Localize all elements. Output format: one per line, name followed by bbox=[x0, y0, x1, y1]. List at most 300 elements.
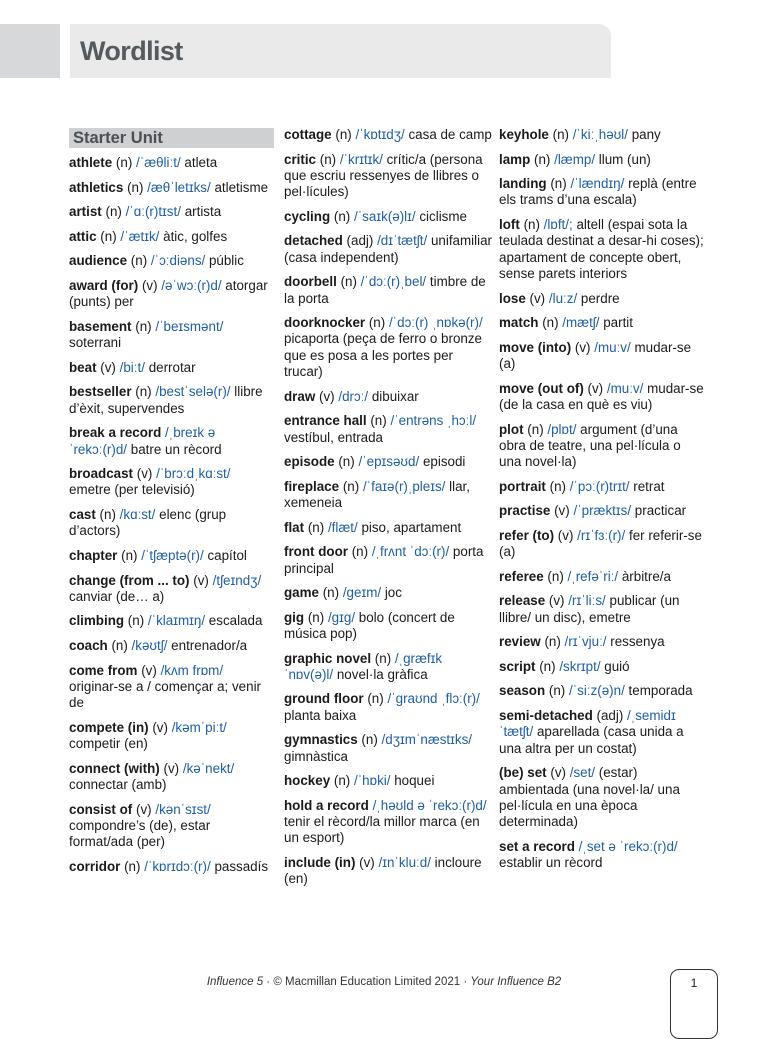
headword: basement bbox=[69, 318, 132, 334]
translation: perdre bbox=[580, 290, 620, 306]
phonetic: /ˈsaɪk(ə)lɪ/ bbox=[354, 208, 416, 224]
part-of-speech: (n) bbox=[542, 315, 559, 331]
translation: timbre de la porta bbox=[284, 274, 486, 306]
page-number-box bbox=[670, 969, 718, 1039]
headword: audience bbox=[69, 253, 128, 269]
part-of-speech: (n) bbox=[333, 208, 351, 224]
headword: refer (to) bbox=[499, 527, 555, 543]
phonetic: /kənˈsɪst/ bbox=[155, 801, 211, 817]
translation: hoquei bbox=[394, 773, 435, 789]
part-of-speech: (n) bbox=[99, 507, 116, 523]
wordlist-entry bbox=[69, 466, 274, 499]
part-of-speech: (adj) bbox=[596, 708, 624, 724]
translation: entrenador/a bbox=[171, 637, 248, 653]
phonetic: /ˈɔːdiəns/ bbox=[150, 253, 206, 269]
translation: competir (en) bbox=[69, 736, 148, 752]
headword: practise bbox=[499, 503, 551, 519]
translation: canviar (de… a) bbox=[69, 588, 165, 604]
wordlist-entry bbox=[499, 217, 704, 282]
headword: front door bbox=[284, 544, 348, 560]
phonetic: /ˌbreɪk ə ˈrekɔː(r)d/ bbox=[69, 425, 216, 457]
translation: gimnàstica bbox=[284, 748, 349, 764]
headword: entrance hall bbox=[284, 413, 367, 429]
phonetic: /rɪˈvjuː/ bbox=[564, 634, 607, 650]
headword: artist bbox=[69, 204, 102, 220]
phonetic: /ˈklaɪmɪŋ/ bbox=[147, 613, 206, 629]
wordlist-entry bbox=[69, 204, 274, 220]
wordlist-entry bbox=[499, 176, 704, 209]
wordlist-entry bbox=[284, 651, 494, 684]
part-of-speech: (v) bbox=[548, 593, 565, 609]
headword: script bbox=[499, 658, 536, 674]
phonetic: /ˌset ə ˈrekɔː(r)d/ bbox=[578, 838, 678, 854]
part-of-speech: (n) bbox=[135, 318, 152, 334]
part-of-speech: (n) bbox=[127, 179, 144, 195]
page-footer bbox=[0, 976, 768, 988]
headword: connect (with) bbox=[69, 760, 160, 776]
translation: llibre d’èxit, supervendes bbox=[69, 384, 263, 416]
headword: bestseller bbox=[69, 384, 132, 400]
translation: batre un rècord bbox=[130, 441, 222, 457]
translation: publicar (un llibre/ un disc), emetre bbox=[499, 593, 680, 625]
phonetic: /rɪˈfɜː(r)/ bbox=[577, 527, 626, 543]
phonetic: /kəˈnekt/ bbox=[182, 760, 235, 776]
phonetic: /drɔː/ bbox=[338, 388, 369, 404]
part-of-speech: (adj) bbox=[346, 233, 374, 249]
headword: gig bbox=[284, 609, 305, 625]
headword: compete (in) bbox=[69, 719, 149, 735]
phonetic: /ˈkɒtɪdʒ/ bbox=[355, 127, 405, 142]
translation: picaporta (peça de ferro o bronze que es posa a les portes per trucar) bbox=[284, 331, 483, 380]
part-of-speech: (n) bbox=[544, 634, 561, 650]
part-of-speech: (v) bbox=[141, 277, 158, 293]
wordlist-entry bbox=[499, 634, 704, 650]
headword: detached bbox=[284, 233, 343, 249]
footer-book-title: Influence 5 bbox=[206, 976, 264, 988]
part-of-speech: (n) bbox=[111, 637, 128, 653]
headword: include (in) bbox=[284, 855, 356, 871]
part-of-speech: (n) bbox=[367, 691, 384, 707]
wordlist-entry bbox=[499, 528, 704, 561]
headword: change (from ... to) bbox=[69, 572, 190, 588]
translation: argument (d’una obra de teatre, una pel·lícula o una novel·la) bbox=[499, 421, 681, 470]
part-of-speech: (n) bbox=[552, 127, 569, 142]
page-number: 1 bbox=[690, 976, 698, 990]
phonetic: /ˈentrəns ˌhɔːl/ bbox=[390, 413, 477, 429]
wordlist-entry bbox=[284, 127, 494, 143]
translation: planta baixa bbox=[284, 707, 357, 723]
wordlist-entry bbox=[499, 315, 704, 331]
phonetic: /muːv/ bbox=[606, 380, 644, 396]
headword: consist of bbox=[69, 801, 133, 817]
wordlist-entry bbox=[284, 855, 494, 888]
wordlist-entry bbox=[499, 503, 704, 519]
part-of-speech: (n) bbox=[374, 650, 392, 666]
translation: guió bbox=[604, 658, 630, 674]
headword: corridor bbox=[69, 858, 121, 874]
part-of-speech: (n) bbox=[130, 253, 148, 269]
wordlist-entry bbox=[284, 610, 494, 643]
wordlist-entry bbox=[499, 683, 704, 699]
wordlist-entry bbox=[499, 127, 704, 143]
part-of-speech: (n) bbox=[368, 315, 386, 331]
headword: coach bbox=[69, 637, 108, 653]
header-bar bbox=[70, 24, 611, 78]
translation: (estar) ambientada (una novel·la/ una pel·lícula en una època determinada) bbox=[499, 765, 680, 830]
headword: critic bbox=[284, 151, 317, 167]
phonetic: /ˈpræktɪs/ bbox=[573, 503, 632, 519]
wordlist-entry bbox=[284, 413, 494, 446]
phonetic: /flæt/ bbox=[327, 519, 358, 535]
headword: portrait bbox=[499, 478, 546, 494]
phonetic: /ˈɡraʊnd ˌflɔː(r)/ bbox=[387, 691, 480, 707]
translation: crític/a (persona que escriu ressenyes de llibres o pel·lícules) bbox=[284, 151, 483, 200]
headword: keyhole bbox=[499, 127, 549, 142]
headword: flat bbox=[284, 519, 305, 535]
headword: game bbox=[284, 585, 319, 601]
wordlist-entry bbox=[284, 520, 494, 536]
part-of-speech: (n) bbox=[121, 547, 138, 563]
translation: piso, apartament bbox=[361, 519, 462, 535]
wordlist-entry bbox=[499, 422, 704, 471]
part-of-speech: (v) bbox=[141, 662, 157, 678]
translation: establir un rècord bbox=[499, 855, 603, 871]
translation: elenc (grup d’actors) bbox=[69, 507, 227, 539]
headword: hold a record bbox=[284, 797, 369, 813]
headword: loft bbox=[499, 217, 520, 233]
wordlist-entry bbox=[499, 765, 704, 830]
part-of-speech: (n) bbox=[534, 151, 551, 167]
part-of-speech: (n) bbox=[370, 413, 387, 429]
phonetic: /ˈpɔː(r)trɪt/ bbox=[569, 478, 630, 494]
phonetic: /ˈkɒrɪdɔː(r)/ bbox=[144, 858, 211, 874]
wordlist-entry bbox=[69, 548, 274, 564]
headword: move (into) bbox=[499, 339, 572, 355]
part-of-speech: (v) bbox=[135, 801, 152, 817]
part-of-speech: (n) bbox=[338, 454, 355, 470]
translation: practicar bbox=[634, 503, 687, 519]
translation: mudar-se (a) bbox=[499, 339, 692, 372]
wordlist-entry bbox=[69, 663, 274, 712]
part-of-speech: (n) bbox=[351, 544, 369, 560]
phonetic: /ˈætɪk/ bbox=[120, 228, 160, 244]
translation: unifamiliar (casa independent) bbox=[284, 233, 492, 265]
phonetic: /ˈepɪsəʊd/ bbox=[358, 454, 420, 470]
wordlist-entry bbox=[284, 798, 494, 847]
phonetic: /ˈkiːˌhəʊl/ bbox=[572, 127, 628, 142]
translation: novel·la gràfica bbox=[336, 666, 428, 682]
headword: broadcast bbox=[69, 466, 133, 482]
wordlist-entry bbox=[69, 384, 274, 417]
phonetic: /ˈtʃæptə(r)/ bbox=[141, 547, 204, 563]
wordlist-entry bbox=[69, 638, 274, 654]
translation: partit bbox=[603, 315, 634, 331]
phonetic: /biːt/ bbox=[119, 359, 145, 375]
wordlist-entry bbox=[284, 209, 494, 225]
translation: connectar (amb) bbox=[69, 776, 167, 792]
headword: ground floor bbox=[284, 691, 364, 707]
headword: cast bbox=[69, 507, 96, 523]
headword: release bbox=[499, 593, 546, 609]
phonetic: /ˈfaɪə(r)ˌpleɪs/ bbox=[362, 478, 446, 494]
wordlist-entry bbox=[284, 691, 494, 724]
headword: hockey bbox=[284, 773, 331, 789]
translation: aparellada (casa unida a una altra per un costat) bbox=[499, 724, 684, 756]
wordlist-entry bbox=[69, 360, 274, 376]
wordlist-entry bbox=[284, 233, 494, 266]
phonetic: /dɪˈtætʃt/ bbox=[377, 233, 428, 249]
headword: set a record bbox=[499, 838, 575, 854]
wordlist-entry bbox=[69, 613, 274, 629]
translation: originar-se a / començar a; venir de bbox=[69, 678, 262, 711]
translation: ciclisme bbox=[419, 208, 467, 224]
headword: gymnastics bbox=[284, 732, 358, 748]
wordlist-entry bbox=[69, 802, 274, 851]
part-of-speech: (v) bbox=[136, 466, 153, 482]
part-of-speech: (n) bbox=[342, 478, 360, 494]
part-of-speech: (n) bbox=[115, 155, 133, 170]
wordlist-entry bbox=[499, 381, 704, 414]
phonetic: /ˈbeɪsmənt/ bbox=[155, 318, 224, 334]
wordlist-entry bbox=[69, 761, 274, 794]
phonetic: /tʃeɪndʒ/ bbox=[212, 572, 262, 588]
footer-series: Your Influence B2 bbox=[470, 976, 562, 988]
headword: graphic novel bbox=[284, 650, 372, 666]
phonetic: /set/ bbox=[569, 765, 596, 781]
translation: soterrani bbox=[69, 335, 122, 351]
wordlist-entry bbox=[499, 593, 704, 626]
headword: lose bbox=[499, 290, 526, 306]
headword: cycling bbox=[284, 208, 331, 224]
headword: move (out of) bbox=[499, 380, 584, 396]
translation: dibuixar bbox=[371, 388, 419, 404]
part-of-speech: (n) bbox=[549, 478, 566, 494]
translation: vestíbul, entrada bbox=[284, 429, 384, 445]
translation: temporada bbox=[628, 683, 693, 699]
wordlist-entry bbox=[69, 253, 274, 269]
phonetic: /muːv/ bbox=[594, 339, 631, 355]
phonetic: /ˌɡræfɪk ˈnɒv(ə)l/ bbox=[284, 650, 443, 682]
headword: season bbox=[499, 683, 546, 699]
wordlist-entry bbox=[284, 773, 494, 789]
headword: review bbox=[499, 634, 541, 650]
part-of-speech: (v) bbox=[359, 855, 375, 871]
headword: semi-detached bbox=[499, 708, 593, 724]
phonetic: /læmp/ bbox=[554, 151, 596, 167]
translation: capítol bbox=[207, 547, 247, 563]
wordlist-entry bbox=[284, 152, 494, 201]
phonetic: /ˌsemidɪˈtætʃt/ bbox=[499, 708, 676, 740]
wordlist-entry bbox=[284, 389, 494, 405]
headword: doorknocker bbox=[284, 315, 366, 331]
headword: plot bbox=[499, 421, 524, 437]
translation: públic bbox=[208, 253, 244, 269]
phonetic: /kɑːst/ bbox=[119, 507, 156, 523]
phonetic: /ˈæθliːt/ bbox=[136, 155, 181, 170]
translation: passadís bbox=[214, 858, 269, 874]
translation: llum (un) bbox=[598, 151, 651, 167]
translation: compondre’s (de), estar format/ada (per) bbox=[69, 817, 211, 850]
translation: pany bbox=[631, 127, 661, 142]
wordlist-column-2 bbox=[284, 127, 494, 896]
part-of-speech: (n) bbox=[105, 204, 122, 220]
wordlist-entry bbox=[284, 732, 494, 765]
translation: àrbitre/a bbox=[621, 568, 671, 584]
headword: (be) set bbox=[499, 765, 547, 781]
wordlist-entry bbox=[284, 585, 494, 601]
wordlist-entry bbox=[69, 180, 274, 196]
headword: cottage bbox=[284, 127, 332, 142]
headword: break a record bbox=[69, 425, 162, 441]
translation: retrat bbox=[633, 478, 665, 494]
part-of-speech: (v) bbox=[574, 339, 591, 355]
translation: porta principal bbox=[284, 544, 484, 576]
wordlist-entry bbox=[284, 274, 494, 307]
headword: athlete bbox=[69, 155, 113, 170]
translation: incloure (en) bbox=[284, 855, 482, 887]
part-of-speech: (v) bbox=[529, 290, 546, 306]
translation: emetre (per televisió) bbox=[69, 482, 195, 498]
part-of-speech: (n) bbox=[135, 384, 152, 400]
wordlist-entry bbox=[284, 315, 494, 380]
part-of-speech: (v) bbox=[100, 359, 116, 375]
part-of-speech: (n) bbox=[307, 519, 325, 535]
headword: match bbox=[499, 315, 539, 331]
phonetic: /kəmˈpiːt/ bbox=[171, 719, 227, 735]
translation: mudar-se (de la casa en què es viu) bbox=[499, 380, 704, 412]
wordlist-entry bbox=[499, 479, 704, 495]
part-of-speech: (n) bbox=[547, 568, 564, 584]
headword: episode bbox=[284, 454, 335, 470]
phonetic: /ˈdɔː(r)ˌbel/ bbox=[360, 274, 427, 290]
part-of-speech: (v) bbox=[163, 760, 180, 776]
translation: fer referir-se (a) bbox=[499, 527, 702, 560]
phonetic: /æθˈletɪks/ bbox=[147, 179, 211, 195]
wordlist-entry bbox=[69, 425, 274, 458]
phonetic: /ˈlændɪŋ/ bbox=[570, 176, 625, 192]
wordlist-entry bbox=[499, 291, 704, 307]
translation: bolo (concert de música pop) bbox=[284, 609, 455, 641]
part-of-speech: (n) bbox=[124, 858, 141, 874]
part-of-speech: (n) bbox=[340, 274, 357, 290]
part-of-speech: (v) bbox=[319, 388, 335, 404]
part-of-speech: (v) bbox=[550, 765, 566, 781]
headword: landing bbox=[499, 176, 547, 192]
translation: casa de camp bbox=[408, 127, 492, 142]
phonetic: /ˈbrɔːdˌkɑːst/ bbox=[156, 466, 231, 482]
headword: attic bbox=[69, 228, 97, 244]
part-of-speech: (n) bbox=[523, 217, 540, 233]
wordlist-entry bbox=[499, 708, 704, 757]
headword: draw bbox=[284, 388, 316, 404]
wordlist-entry bbox=[284, 454, 494, 470]
wordlist-entry bbox=[69, 859, 274, 875]
headword: chapter bbox=[69, 547, 118, 563]
translation: episodi bbox=[422, 454, 466, 470]
part-of-speech: (n) bbox=[539, 658, 556, 674]
part-of-speech: (n) bbox=[322, 585, 340, 601]
wordlist-entry bbox=[499, 839, 704, 872]
translation: altell (espai sota la teulada destinat a desar-hi coses); apartament de concepte obert, sense parets interiors bbox=[499, 217, 704, 281]
headword: come from bbox=[69, 662, 138, 678]
part-of-speech: (n) bbox=[550, 176, 567, 192]
phonetic: /luːz/ bbox=[548, 290, 578, 306]
phonetic: /lɒft/; bbox=[543, 217, 573, 233]
part-of-speech: (n) bbox=[548, 683, 566, 699]
translation: àtic, golfes bbox=[163, 228, 228, 244]
phonetic: /ˈkrɪtɪk/ bbox=[339, 151, 383, 167]
phonetic: /plɒt/ bbox=[547, 421, 577, 437]
translation: artista bbox=[184, 204, 222, 220]
translation: tenir el rècord/la millor marca (en un esport) bbox=[284, 814, 480, 846]
wordlist-entry bbox=[69, 720, 274, 753]
part-of-speech: (n) bbox=[333, 773, 351, 789]
translation: llar, xemeneia bbox=[284, 478, 470, 511]
phonetic: /kəʊtʃ/ bbox=[131, 637, 168, 653]
headword: doorbell bbox=[284, 274, 337, 290]
translation: atletisme bbox=[214, 179, 269, 195]
translation: atleta bbox=[184, 155, 218, 170]
phonetic: /əˈwɔː(r)d/ bbox=[161, 277, 222, 293]
part-of-speech: (n) bbox=[361, 732, 378, 748]
wordlist-entry bbox=[69, 507, 274, 540]
wordlist-entry bbox=[499, 340, 704, 373]
wordlist-entry bbox=[284, 544, 494, 577]
part-of-speech: (n) bbox=[127, 613, 145, 629]
phonetic: /mætʃ/ bbox=[562, 315, 600, 331]
phonetic: /ˈdɔː(r) ˌnɒkə(r)/ bbox=[388, 315, 483, 331]
part-of-speech: (n) bbox=[335, 127, 352, 142]
part-of-speech: (n) bbox=[100, 228, 117, 244]
phonetic: /ɡɪɡ/ bbox=[327, 609, 356, 625]
translation: ressenya bbox=[610, 634, 665, 650]
phonetic: /ˈhɒki/ bbox=[354, 773, 391, 789]
phonetic: /rɪˈliːs/ bbox=[568, 593, 606, 609]
wordlist-entry bbox=[69, 278, 274, 311]
part-of-speech: (v) bbox=[587, 380, 604, 396]
phonetic: /ˌhəʊld ə ˈrekɔː(r)d/ bbox=[372, 797, 487, 813]
phonetic: /ɪnˈkluːd/ bbox=[378, 855, 431, 871]
headword: fireplace bbox=[284, 478, 340, 494]
headword: lamp bbox=[499, 151, 531, 167]
wordlist-entry bbox=[499, 152, 704, 168]
header-side-tab bbox=[0, 24, 60, 78]
wordlist-entry bbox=[499, 569, 704, 585]
part-of-speech: (v) bbox=[554, 503, 570, 519]
page-title: Wordlist bbox=[80, 36, 183, 66]
headword: athletics bbox=[69, 179, 124, 195]
phonetic: /ˈsiːz(ə)n/ bbox=[569, 683, 625, 699]
wordlist-entry bbox=[284, 479, 494, 512]
translation: joc bbox=[384, 585, 402, 601]
part-of-speech: (n) bbox=[307, 609, 325, 625]
wordlist-entry bbox=[69, 573, 274, 606]
phonetic: /dʒɪmˈnæstɪks/ bbox=[381, 732, 473, 748]
phonetic: /ˈɑː(r)tɪst/ bbox=[125, 204, 181, 220]
wordlist-entry bbox=[69, 155, 274, 171]
phonetic: /skrɪpt/ bbox=[559, 658, 601, 674]
footer-copyright: · © Macmillan Education Limited 2021 · bbox=[266, 976, 468, 988]
translation: derrotar bbox=[148, 359, 196, 375]
headword: climbing bbox=[69, 613, 125, 629]
part-of-speech: (n) bbox=[319, 151, 337, 167]
wordlist-column-3 bbox=[499, 127, 704, 880]
wordlist-entry bbox=[69, 319, 274, 352]
phonetic: /ˌfrʌnt ˈdɔː(r)/ bbox=[371, 544, 450, 560]
part-of-speech: (n) bbox=[527, 421, 544, 437]
phonetic: /bestˈselə(r)/ bbox=[155, 384, 231, 400]
phonetic: /ɡeɪm/ bbox=[342, 585, 382, 601]
